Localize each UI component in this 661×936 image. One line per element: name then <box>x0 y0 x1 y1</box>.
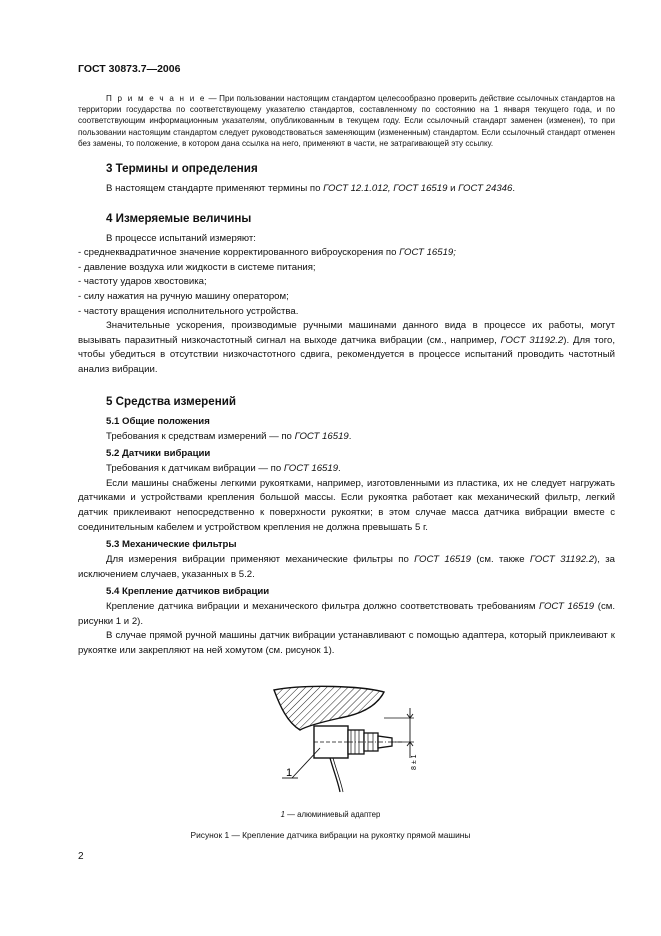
section-5-1-text: Требования к средствам измерений — по ГОСТ 16519. <box>106 430 352 442</box>
handle-section <box>274 686 384 730</box>
ref-link: ГОСТ 12.1.012, ГОСТ 16519 <box>323 183 448 195</box>
note-label: П р и м е ч а н и е <box>106 94 207 103</box>
document-header: ГОСТ 30873.7—2006 <box>78 63 181 75</box>
section-5-2-paragraph: Если машины снабжены легкими рукоятками, например, изготовленными из пластика, их не следует нагружать датчиками и устройствами крепления большой массы. Если рукоятка работает как механический фильтр, легкий датчик приклеивают непосредственно к поверхности рукоятки; в этом случае масса датчика вибрации вместе с соединительным кабелем и устройством крепления не должна превышать 5 г. <box>78 477 615 533</box>
section-3-title: 3 Термины и определения <box>106 162 258 176</box>
figure-legend: 1 — алюминиевый адаптер <box>280 810 381 819</box>
section-4-title: 4 Измеряемые величины <box>106 211 252 225</box>
section-4-intro: В процессе испытаний измеряют: <box>106 232 256 244</box>
figure-callout: 1 <box>286 767 293 779</box>
figure-caption: Рисунок 1 — Крепление датчика вибрации на рукоятку прямой машины <box>190 830 471 840</box>
section-5-3-text: Для измерения вибрации применяют механические фильтры по ГОСТ 16519 (см. также ГОСТ 31192.2), за исключением случаев, указанных в 5.2. <box>78 554 615 580</box>
section-5-4-title: 5.4 Крепление датчиков вибрации <box>106 586 270 598</box>
section-5-2-text: Требования к датчикам вибрации — по ГОСТ 16519. <box>106 463 341 475</box>
section-5-1-title: 5.1 Общие положения <box>106 415 210 427</box>
note-block <box>78 93 615 149</box>
section-5-4-paragraph: В случае прямой ручной машины датчик вибрации устанавливают с помощью адаптера, который приклеивают к рукоятке или закрепляют на ней хомутом (см. рисунок 1). <box>78 630 615 657</box>
page-body <box>78 93 615 659</box>
section-4-paragraph: Значительные ускорения, производимые ручными машинами данного вида в процессе их работы, могут вызывать паразитный низкочастотный сигнал на выходе датчика вибрации (см., например, ГОСТ 31192.2). Для того, чтобы убедиться в отсутствии низкочастотного сдвига, рекомендуется в процессе испытаний проводить частотный анализ вибрации. <box>78 320 615 375</box>
list-item: - давление воздуха или жидкости в системе питания; <box>78 261 316 273</box>
list-item: - среднеквадратичное значение корректированного виброускорения по ГОСТ 16519; <box>78 247 456 259</box>
ref-link: ГОСТ 24346 <box>458 183 513 195</box>
figure-1-drawing <box>252 684 422 794</box>
note-text: — При пользовании настоящим стандартом целесообразно проверить действие ссылочных стандартов на территории государства по соответствующему указателю стандартов, составленному по состоянию на 1 января текущего года, и по соответствующим информационным указателям, опубликованным в текущем году. Если ссылочный стандарт заменен (изменен), то при пользовании настоящим стандартом следует руководствоваться заменяющим (измененным) стандартом. Если ссылочный стандарт отменен без замены, то положение, в котором дана ссылка на него, применяют в части, не затрагивающей эту ссылку. <box>78 94 616 148</box>
adapter-body <box>314 726 348 758</box>
page-number: 2 <box>78 851 84 862</box>
section-3-text: В настоящем стандарте применяют термины по ГОСТ 12.1.012, ГОСТ 16519 и ГОСТ 24346. <box>106 183 516 195</box>
dimension-label: 8 ± 1 <box>411 754 418 770</box>
list-item: - силу нажатия на ручную машину оператором; <box>78 290 289 302</box>
section-5-4-text: Крепление датчика вибрации и механического фильтра должно соответствовать требованиям ГОСТ 16519 (см. рисунки 1 и 2). <box>78 601 615 627</box>
list-item: - частоту ударов хвостовика; <box>78 276 207 288</box>
section-5-title: 5 Средства измерений <box>106 394 236 408</box>
section-5-3-title: 5.3 Механические фильтры <box>106 539 237 551</box>
section-5-2-title: 5.2 Датчики вибрации <box>106 448 211 460</box>
list-item: - частоту вращения исполнительного устройства. <box>78 305 299 317</box>
